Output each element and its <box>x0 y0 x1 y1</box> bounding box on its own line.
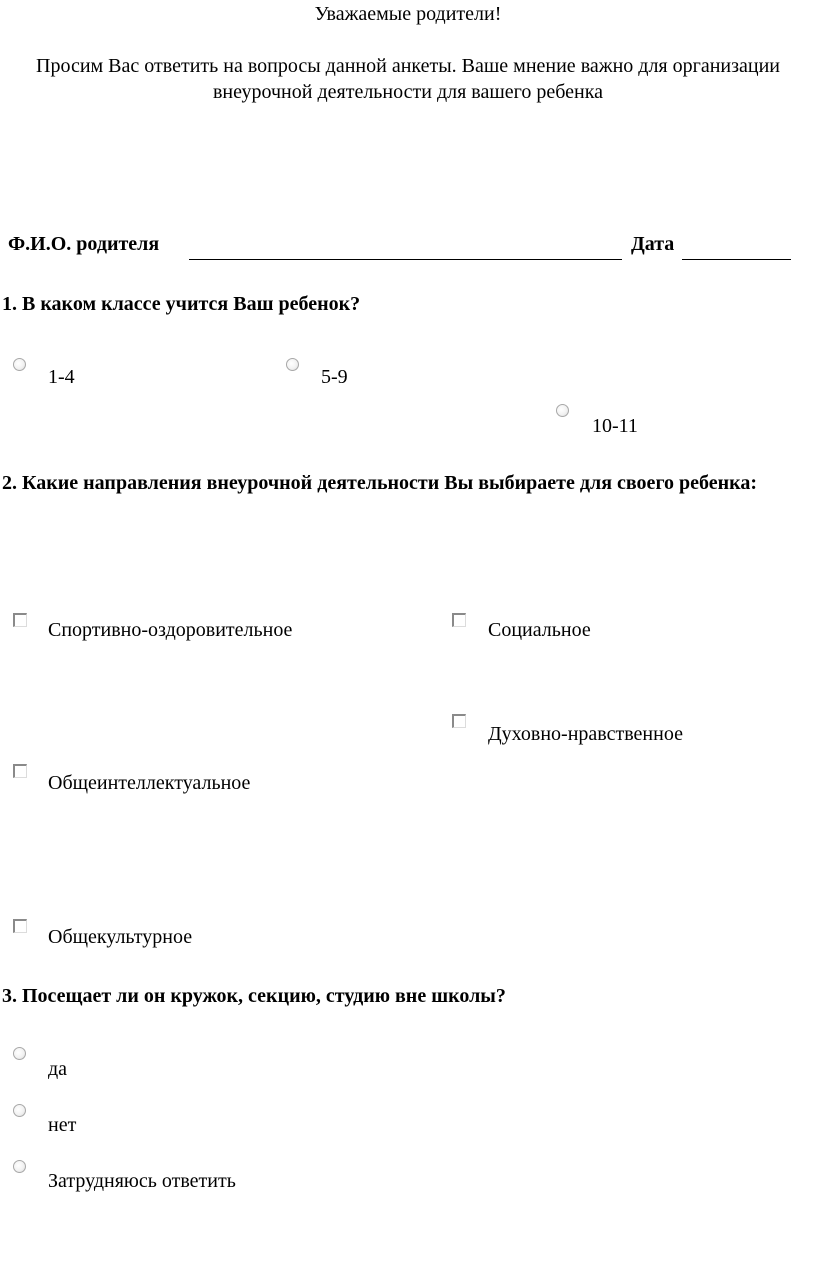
parent-name-field[interactable] <box>189 259 622 260</box>
parent-name-label: Ф.И.О. родителя <box>8 233 160 255</box>
radio-grade-10-11[interactable] <box>556 404 569 417</box>
intro-text: Просим Вас ответить на вопросы данной анкеты. Ваше мнение важно для организации внеурочной деятельности для вашего ребенка <box>36 55 780 103</box>
option-label-10-11: 10-11 <box>592 415 638 437</box>
radio-unsure[interactable] <box>13 1160 26 1173</box>
page-title: Уважаемые родители! <box>314 3 502 25</box>
checkbox-sport[interactable] <box>13 613 27 627</box>
option-label-cultural: Общекультурное <box>48 926 193 948</box>
radio-grade-1-4[interactable] <box>13 358 26 371</box>
question-3: 3. Посещает ли он кружок, секцию, студию вне школы? <box>2 985 506 1007</box>
checkbox-social[interactable] <box>452 613 466 627</box>
option-label-5-9: 5-9 <box>321 366 348 388</box>
option-label-social: Социальное <box>488 619 591 641</box>
option-label-yes: да <box>48 1058 68 1080</box>
option-label-sport: Спортивно-оздоровительное <box>48 619 293 641</box>
option-label-1-4: 1-4 <box>48 366 75 388</box>
date-field[interactable] <box>682 259 791 260</box>
radio-no[interactable] <box>13 1104 26 1117</box>
radio-grade-5-9[interactable] <box>286 358 299 371</box>
option-label-no: нет <box>48 1114 77 1136</box>
date-label: Дата <box>631 233 675 255</box>
checkbox-intellectual[interactable] <box>13 764 27 778</box>
radio-yes[interactable] <box>13 1047 26 1060</box>
question-2: 2. Какие направления внеурочной деятельности Вы выбираете для своего ребенка: <box>2 472 758 494</box>
option-label-intellectual: Общеинтеллектуальное <box>48 772 251 794</box>
question-1: 1. В каком классе учится Ваш ребенок? <box>2 293 361 315</box>
option-label-unsure: Затрудняюсь ответить <box>48 1170 236 1192</box>
checkbox-cultural[interactable] <box>13 919 27 933</box>
option-label-spiritual: Духовно-нравственное <box>488 723 683 745</box>
checkbox-spiritual[interactable] <box>452 714 466 728</box>
